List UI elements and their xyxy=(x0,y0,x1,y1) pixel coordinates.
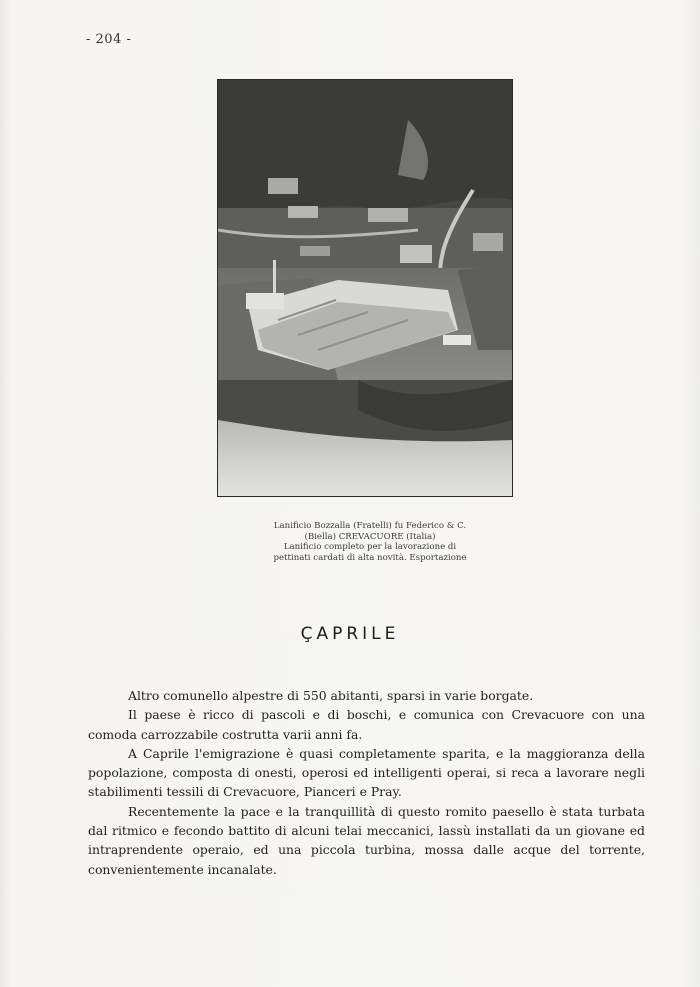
paragraph: A Caprile l'emigrazione è quasi completamente sparita, e la maggioranza della popolazione, composta di onesti, operosi ed intelligenti operai, si reca a lavorare negli stabilimenti tessili di Crevacuore, Pianceri e Pray. xyxy=(88,745,645,800)
photo-caption xyxy=(200,521,540,563)
caption-line: Lanificio completo per la lavorazione di xyxy=(283,542,457,553)
paragraph: Altro comunello alpestre di 550 abitanti, sparsi in varie borgate. xyxy=(128,688,534,703)
factory-aerial-photo xyxy=(217,79,513,497)
paragraph: Recentemente la pace e la tranquillità di questo romito paesello è stata turbata dal ritmico e fecondo battito di alcuni telai meccanici, lassù installati da un giovane ed intraprendente operaio, ed una piccola turbina, mossa dalle acque del torrente, convenientemente incanalate. xyxy=(88,803,645,877)
paragraph: Il paese è ricco di pascoli e di boschi, e comunica con Crevacuore con una comoda carrozzabile costrutta varii anni fa. xyxy=(88,707,645,742)
caption-line: Lanificio Bozzalla (Fratelli) fu Federico & C. xyxy=(273,521,467,531)
page-number: - 204 - xyxy=(86,32,132,47)
body-text xyxy=(88,686,645,879)
photo-illustration xyxy=(218,80,512,496)
caption-line: (Biella) CREVACUORE (Italia) xyxy=(304,531,436,542)
caption-line: pettinati cardati di alta novità. Esportazione xyxy=(273,552,467,563)
section-title: ÇAPRILE xyxy=(300,624,400,644)
